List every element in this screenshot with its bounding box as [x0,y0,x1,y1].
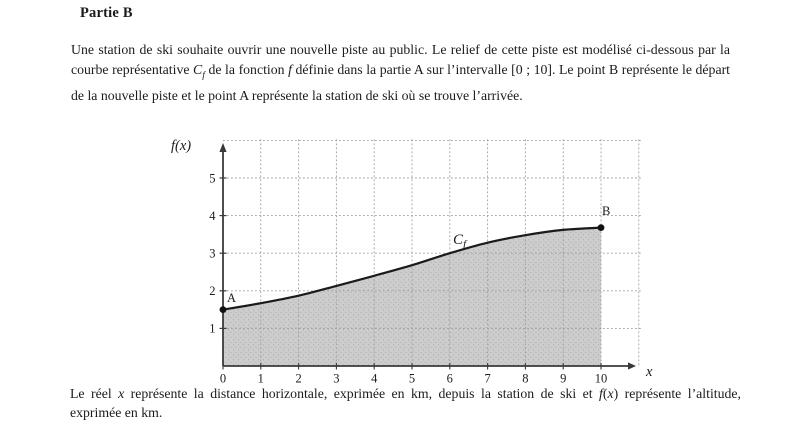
x-tick-label: 2 [295,371,302,386]
x-axis-arrow [628,362,636,369]
x-axis-label: x [646,364,653,380]
y-tick-label: 4 [209,208,216,223]
x-tick-label: 0 [219,371,227,386]
x-tick-label: 1 [257,371,264,386]
x-tick-label: 4 [371,371,378,386]
text-segment: ) représente l’altitude, exprimée en km. [70,386,742,420]
text-segment: définie dans la partie A sur l’intervalle [0 ; 10]. Le point B représente le départ de la nouvelle piste et le point A représente la station de ski où se trouve l’arrivée. [71,62,731,103]
text-segment: C [193,62,203,77]
text-segment: ( [602,386,608,401]
x-tick-label: 9 [560,371,567,386]
x-tick-label: 5 [408,371,416,386]
text-segment: x [607,386,614,401]
curve-label-subscript: f [463,238,467,251]
x-tick-label: 6 [446,371,453,386]
intro-paragraph [71,40,730,106]
y-axis-label: f(x) [171,138,192,154]
y-tick-label: 5 [209,171,216,186]
point-B [598,224,605,231]
axis-description-paragraph [70,385,741,422]
section-heading: Partie B [80,5,133,21]
text-segment: Le réel [70,386,119,401]
x-tick-label: 8 [522,371,529,386]
text-segment: Une station de ski souhaite ouvrir une nouvelle piste au public. Le relief de cette piste est modélisé ci-dessous par la courbe représentative [71,42,730,77]
point-label-A: A [227,291,237,305]
curve-label: $C_f$ [453,232,467,251]
text-segment: x [118,386,125,401]
y-tick-label: 2 [209,284,216,299]
text-segment: représente la distance horizontale, exprimée en km, depuis la station de ski et [124,386,600,401]
x-tick-label: 10 [594,371,608,386]
function-graph [165,131,680,394]
y-tick-label: 3 [209,246,216,261]
point-A [220,306,227,313]
point-label-B: B [602,204,611,219]
y-tick-label: 1 [209,321,216,336]
text-segment: de la fonction [204,62,289,77]
text-segment: f [288,62,292,77]
x-tick-label: 3 [333,371,340,386]
y-axis-arrow [219,143,226,152]
text-segment: f [599,386,603,401]
text-segment: f [202,69,205,81]
graph-svg [165,131,680,389]
x-tick-label: 7 [484,371,491,386]
